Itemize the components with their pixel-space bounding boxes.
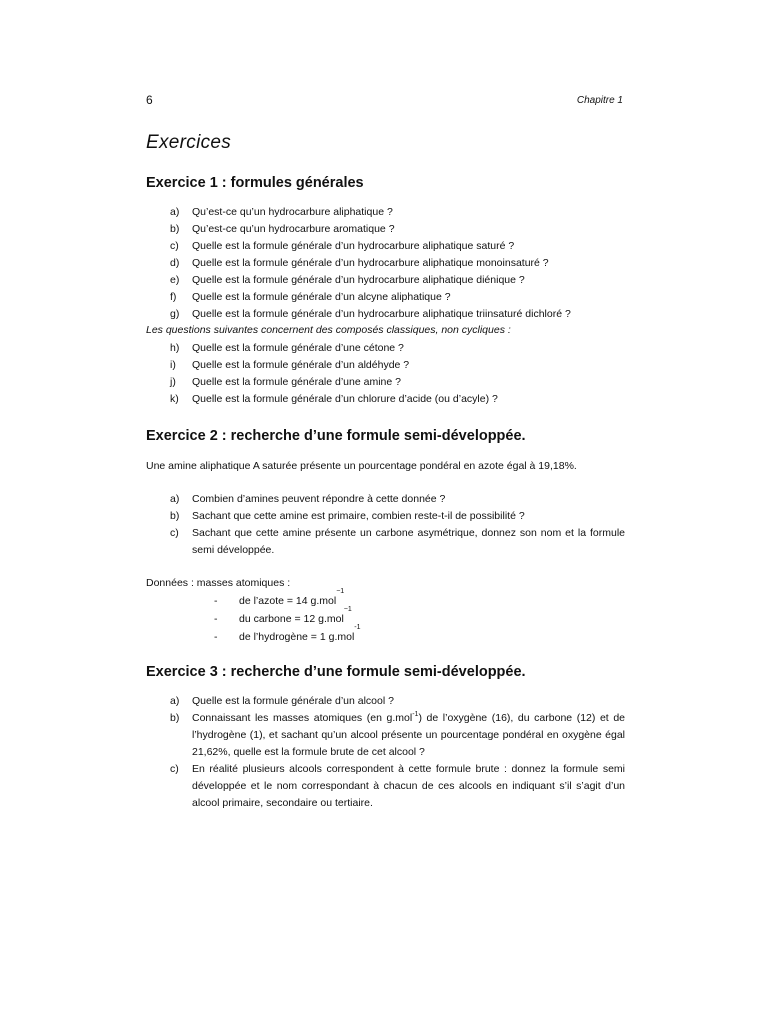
list-item [170, 289, 625, 306]
list-item [170, 238, 625, 255]
list-item [214, 588, 361, 610]
exponent: −1 [343, 606, 352, 613]
item-text: Quelle est la formule générale d’un hydrocarbure aliphatique triinsaturé dichloré ? [192, 308, 571, 320]
item-text: Quelle est la formule générale d’un hydrocarbure aliphatique saturé ? [192, 240, 515, 252]
page-title: Exercices [146, 132, 232, 153]
item-letter: j) [170, 376, 176, 388]
item-text: En réalité plusieurs alcools correspondent à cette formule brute : donnez la formule semi développée et le nom correspondant à chacun de ces alcools en indiquant s’il s’agit d’un alcool primaire, secondaire ou tertiaire. [192, 763, 625, 809]
list-item [170, 221, 625, 238]
item-text: Quelle est la formule générale d’un aldéhyde ? [192, 359, 410, 371]
item-text: Quelle est la formule générale d’un alcyne aliphatique ? [192, 291, 451, 303]
item-letter: a) [170, 695, 180, 707]
item-text: Sachant que cette amine présente un carbone asymétrique, donnez son nom et la formule semi développée. [192, 527, 625, 556]
item-text-part: Connaissant les masses atomiques (en g.mol [192, 712, 413, 724]
item-text: Combien d’amines peuvent répondre à cette donnée ? [192, 493, 446, 505]
exercise-1-questions [170, 204, 625, 323]
item-letter: d) [170, 257, 180, 269]
item-letter: a) [170, 493, 180, 505]
item-letter: g) [170, 308, 180, 320]
list-item [170, 710, 625, 761]
item-letter: e) [170, 274, 180, 286]
mass-text: de l’hydrogène = 1 g.mol [239, 631, 355, 643]
item-letter: f) [170, 291, 177, 303]
list-item [170, 491, 625, 508]
list-item [170, 391, 625, 408]
item-text: Quelle est la formule générale d’un hydrocarbure aliphatique diénique ? [192, 274, 525, 286]
item-letter: b) [170, 223, 180, 235]
item-text: Quelle est la formule générale d’une cétone ? [192, 342, 404, 354]
item-text [192, 710, 625, 761]
exercise-3-title: Exercice 3 : recherche d’une formule semi-développée. [146, 664, 526, 680]
item-letter: b) [170, 510, 180, 522]
list-item [170, 525, 625, 559]
list-item [170, 255, 625, 272]
list-item [170, 272, 625, 289]
item-text: Qu’est-ce qu’un hydrocarbure aliphatique ? [192, 206, 393, 218]
item-letter: h) [170, 342, 180, 354]
item-letter: c) [170, 527, 179, 539]
dash: - [214, 631, 218, 643]
dash: - [214, 613, 218, 625]
dash: - [214, 595, 218, 607]
list-item [170, 204, 625, 221]
mass-text: de l’azote = 14 g.mol [239, 595, 337, 607]
exercise-1-questions-2 [170, 340, 625, 408]
item-text: Qu’est-ce qu’un hydrocarbure aromatique ? [192, 223, 395, 235]
item-letter: a) [170, 206, 180, 218]
item-letter: c) [170, 240, 179, 252]
list-item [170, 357, 625, 374]
item-text: Sachant que cette amine est primaire, combien reste-t-il de possibilité ? [192, 510, 525, 522]
exponent: -1 [412, 711, 419, 718]
data-title: Données : masses atomiques : [146, 577, 291, 589]
exercise-3-questions [170, 693, 625, 812]
exponent: −1 [336, 588, 345, 595]
list-item [170, 761, 625, 812]
item-letter: b) [170, 712, 180, 724]
item-text-part: ) de l’oxygène (16), du carbone (12) et de l’hydrogène (1), et sachant qu’un alcool présente un pourcentage pondéral en oxygène égal 21,62%, quelle est la formule brute de cet alcool ? [192, 712, 625, 758]
list-item [170, 306, 625, 323]
list-item [170, 374, 625, 391]
item-letter: i) [170, 359, 176, 371]
item-text: Quelle est la formule générale d’un alcool ? [192, 695, 394, 707]
exercise-2-title: Exercice 2 : recherche d’une formule semi-développée. [146, 428, 526, 444]
exercise-1-note: Les questions suivantes concernent des composés classiques, non cycliques : [146, 324, 511, 336]
item-letter: k) [170, 393, 179, 405]
item-letter: c) [170, 763, 179, 775]
item-text: Quelle est la formule générale d’un hydrocarbure aliphatique monoinsaturé ? [192, 257, 549, 269]
item-text: Quelle est la formule générale d’un chlorure d’acide (ou d’acyle) ? [192, 393, 498, 405]
exercise-1-title: Exercice 1 : formules générales [146, 175, 364, 191]
list-item [170, 340, 625, 357]
atomic-masses-list [214, 588, 361, 646]
exponent: -1 [354, 624, 361, 631]
exercise-2-questions [170, 491, 625, 559]
chapter-label: Chapitre 1 [576, 95, 623, 106]
item-text: Quelle est la formule générale d’une amine ? [192, 376, 401, 388]
exercise-2-intro: Une amine aliphatique A saturée présente un pourcentage pondéral en azote égal à 19,18%. [146, 460, 577, 472]
list-item [170, 508, 625, 525]
list-item [214, 606, 361, 628]
page-number: 6 [146, 93, 153, 107]
list-item [170, 693, 625, 710]
mass-text: du carbone = 12 g.mol [239, 613, 344, 625]
list-item [214, 624, 361, 646]
